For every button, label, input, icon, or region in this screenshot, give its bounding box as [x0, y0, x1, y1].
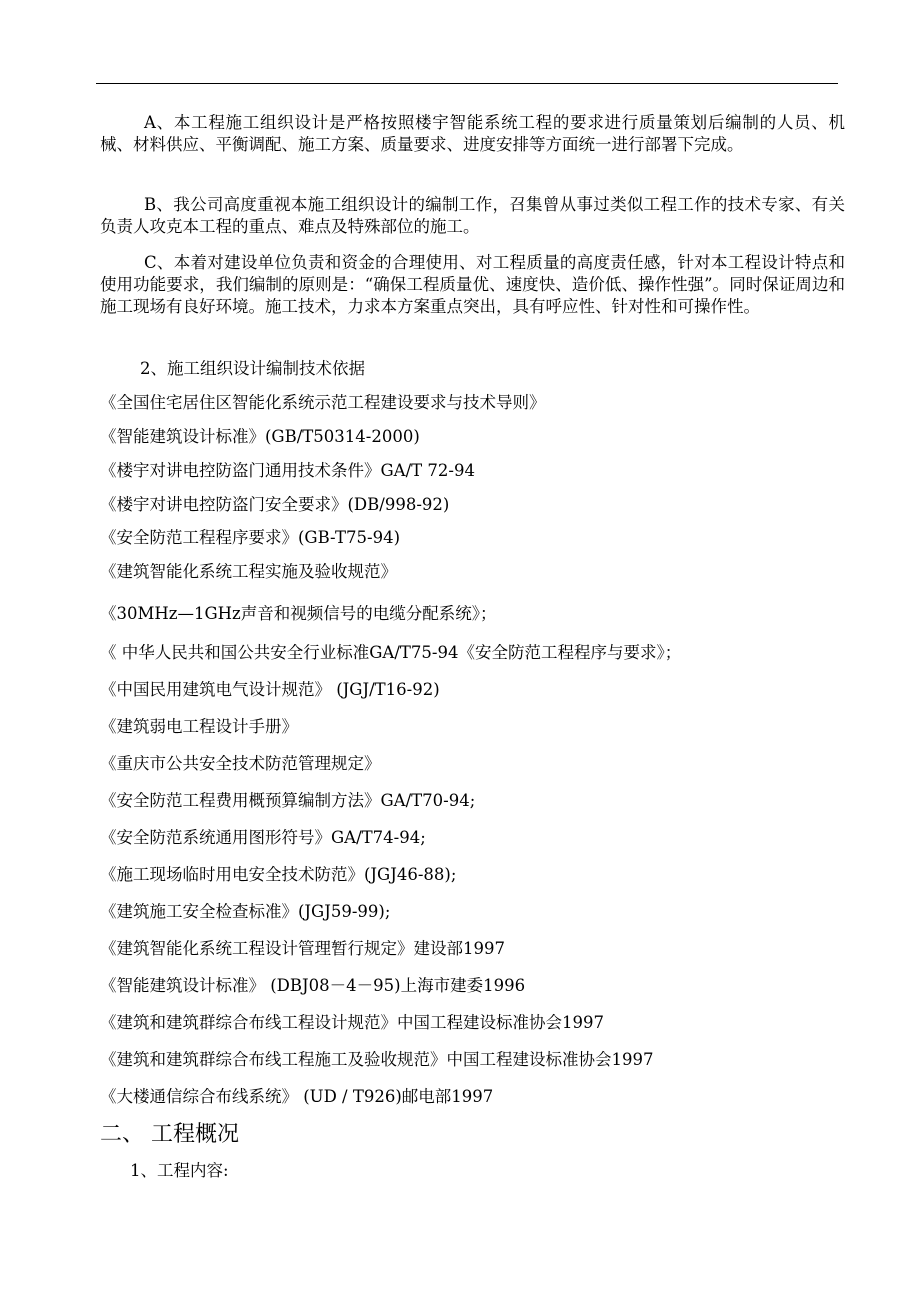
standard-item: 《楼宇对讲电控防盗门通用技术条件》GA/T 72-94 — [100, 461, 475, 480]
standard-item: 《建筑智能化系统工程实施及验收规范》 — [100, 562, 397, 581]
standard-item: 《楼宇对讲电控防盗门安全要求》(DB/998-92) — [100, 495, 450, 514]
standard-item: 《 中华人民共和国公共安全行业标准GA/T75-94《安全防范工程程序与要求》； — [100, 643, 682, 662]
standard-item: 《安全防范工程费用概预算编制方法》GA/T70-94; — [100, 791, 476, 810]
standard-item: 《施工现场临时用电安全技术防范》(JGJ46-88); — [100, 865, 457, 884]
standard-item: 《建筑和建筑群综合布线工程施工及验收规范》中国工程建设标准协会1997 — [100, 1050, 654, 1069]
standard-item: 《建筑和建筑群综合布线工程设计规范》中国工程建设标准协会1997 — [100, 1013, 604, 1032]
standard-item: 《安全防范工程程序要求》(GB-T75-94) — [100, 528, 401, 547]
standard-item: 《重庆市公共安全技术防范管理规定》 — [100, 754, 381, 773]
standard-item: 《全国住宅居住区智能化系统示范工程建设要求与技术导则》 — [100, 393, 546, 412]
subheading-project-content: 1、工程内容: — [130, 1161, 229, 1180]
standard-item: 《中国民用建筑电气设计规范》 (JGJ/T16-92) — [100, 680, 440, 699]
standard-item: 《建筑弱电工程设计手册》 — [100, 717, 298, 736]
standard-item: 《安全防范系统通用图形符号》GA/T74-94; — [100, 828, 426, 847]
paragraph-c: C、本着对建设单位负责和资金的合理使用、对工程质量的高度责任感，针对本工程设计特点和使用功能要求，我们编制的原则是：“确保工程质量优、速度快、造价低、操作性强”。同时保证周边和施工现场有良好环境。施工技术，力求本方案重点突出，具有呼应性、针对性和可操作性。 — [100, 253, 845, 316]
header-rule — [96, 83, 838, 84]
standard-item: 《智能建筑设计标准》(GB/T50314-2000) — [100, 427, 420, 446]
standard-item: 《建筑智能化系统工程设计管理暂行规定》建设部1997 — [100, 939, 505, 958]
paragraph-a: A、本工程施工组织设计是严格按照楼宇智能系统工程的要求进行质量策划后编制的人员、机械、材料供应、平衡调配、施工方案、质量要求、进度安排等方面统一进行部署下完成。 — [100, 113, 845, 154]
section-heading-project-overview: 二、 工程概况 — [100, 1122, 239, 1147]
standard-item: 《智能建筑设计标准》 (DBJ08－4－95)上海市建委1996 — [100, 976, 526, 995]
standard-item: 《大楼通信综合布线系统》 (UD / T926)邮电部1997 — [100, 1087, 494, 1106]
paragraph-b: B、我公司高度重视本施工组织设计的编制工作，召集曾从事过类似工程工作的技术专家、有关负责人攻克本工程的重点、难点及特殊部位的施工。 — [100, 195, 845, 236]
subheading-technical-basis: 2、施工组织设计编制技术依据 — [140, 359, 365, 378]
standard-item: 《30MHz—1GHz声音和视频信号的电缆分配系统》； — [100, 604, 497, 623]
standard-item: 《建筑施工安全检查标准》(JGJ59-99); — [100, 902, 391, 921]
